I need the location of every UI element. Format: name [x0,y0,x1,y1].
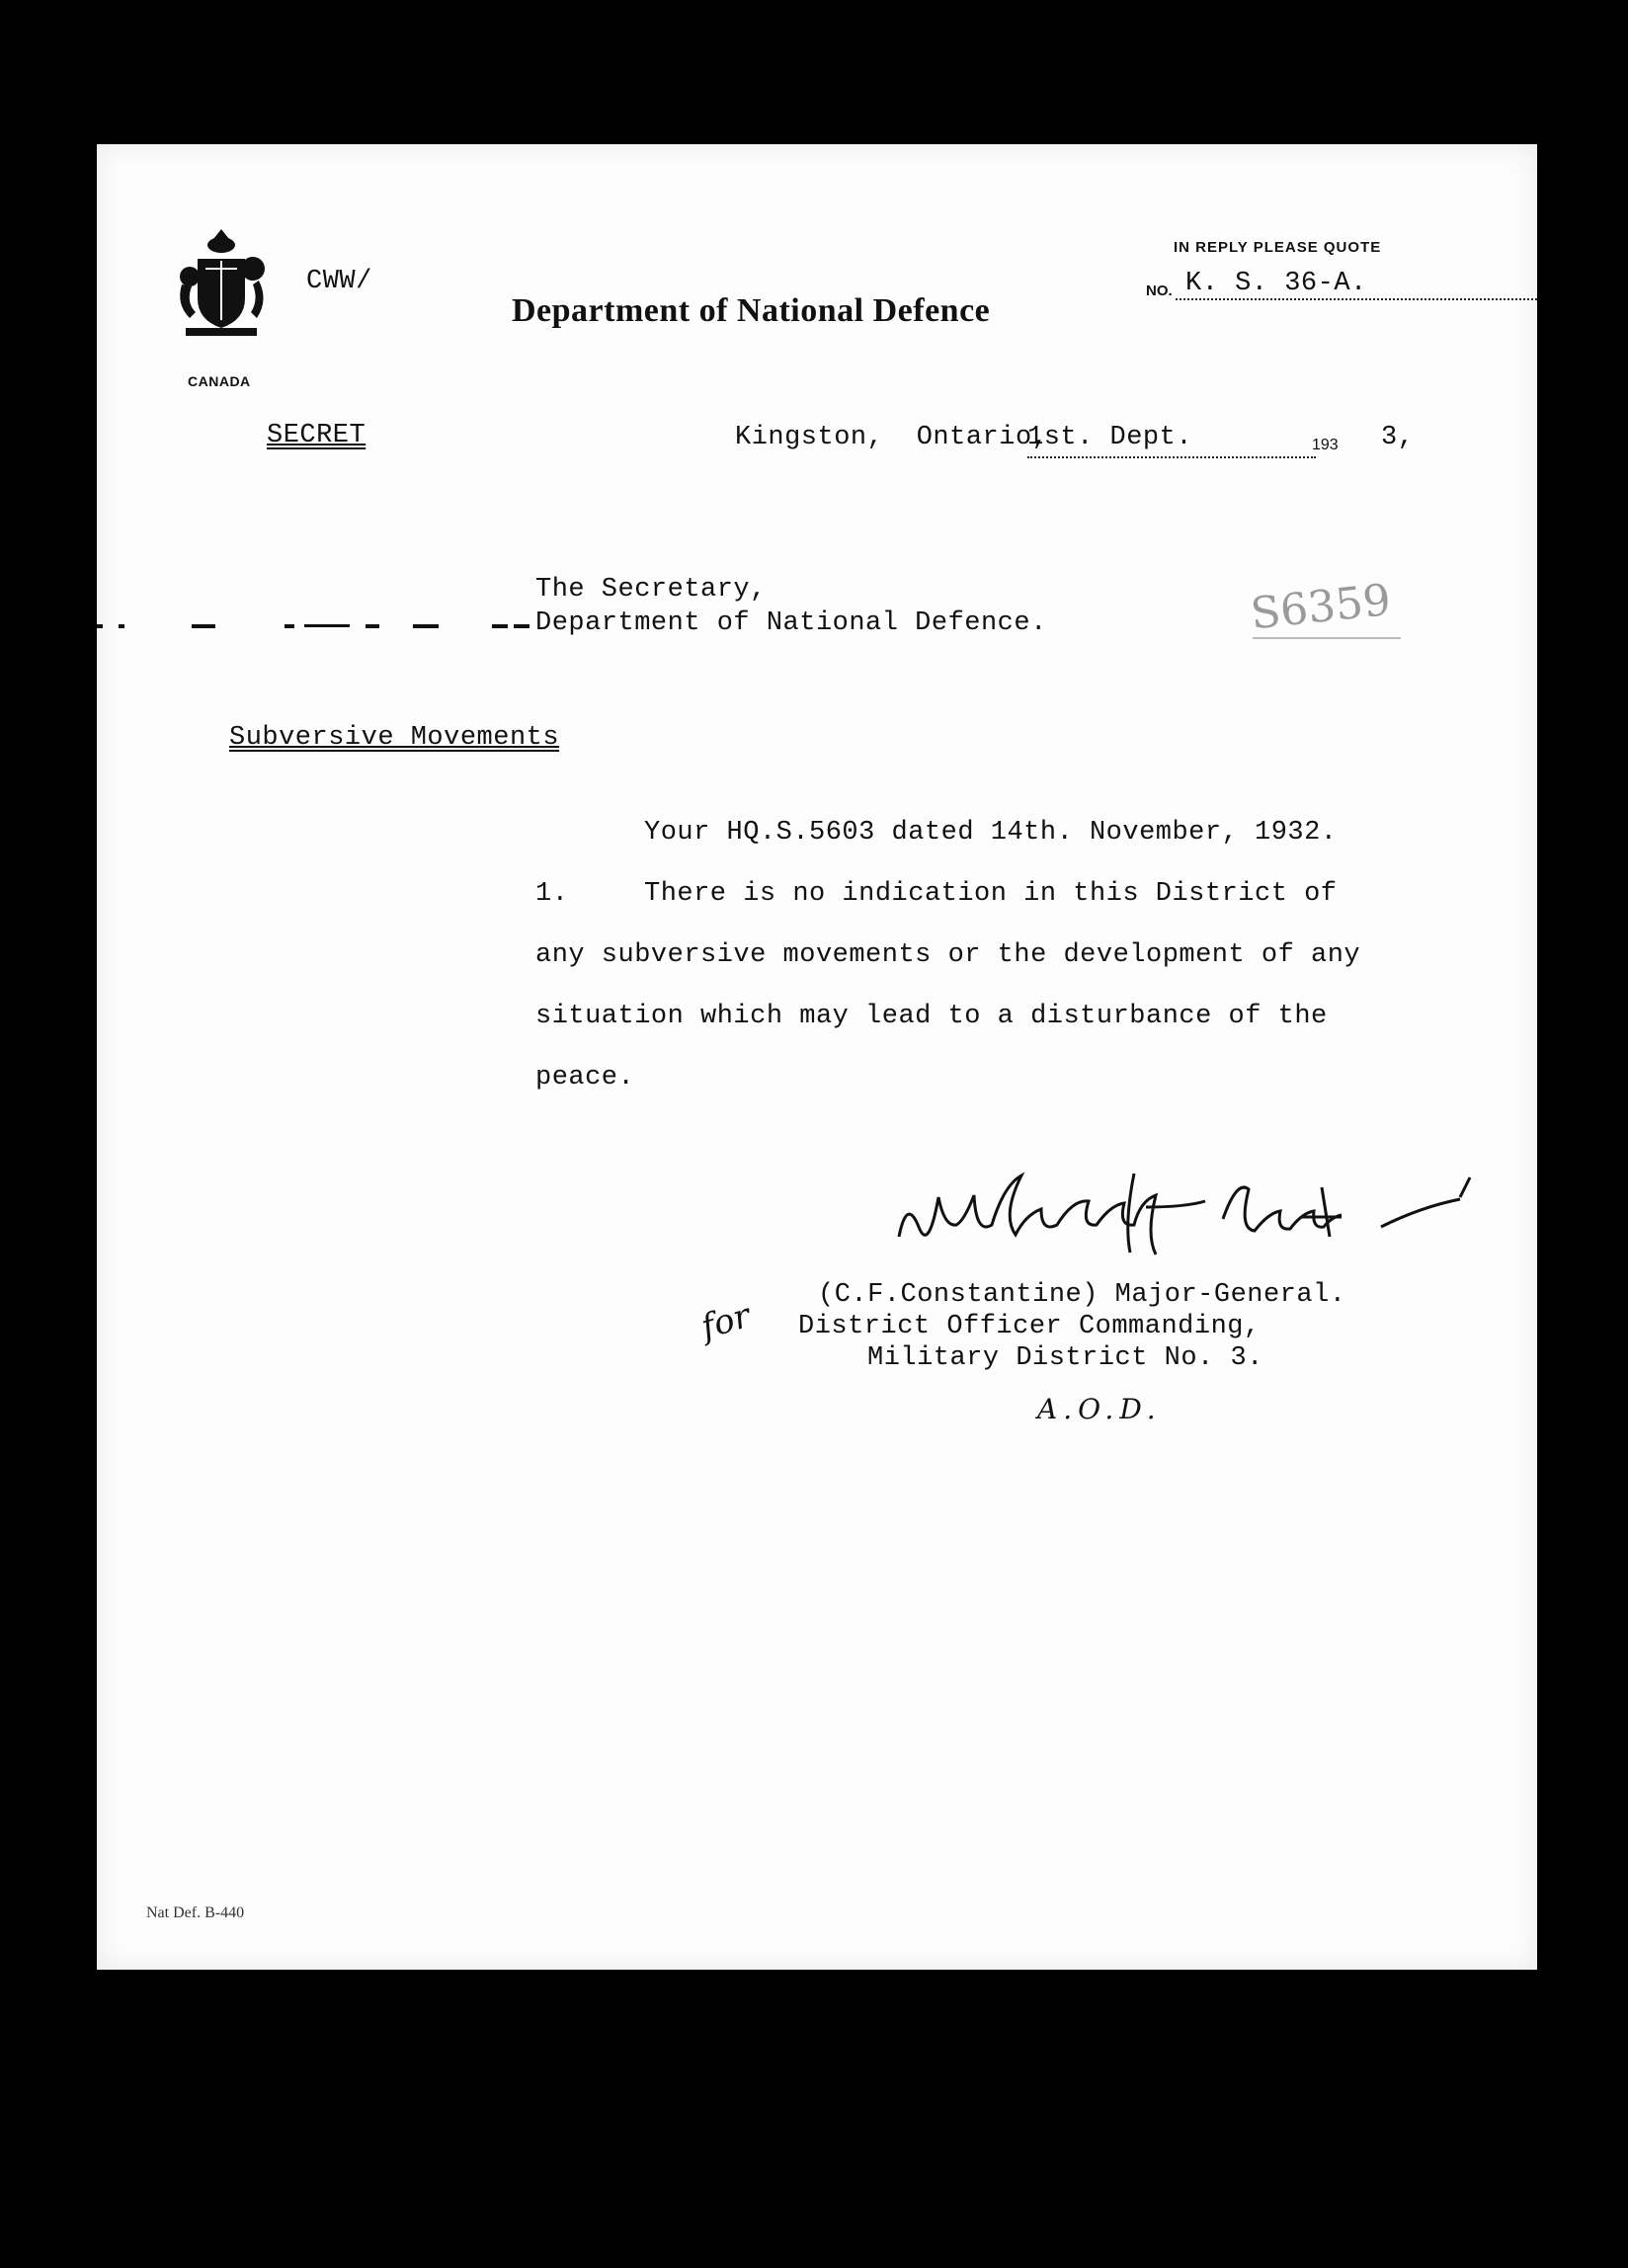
dateline-year-prefix: 193 [1312,437,1339,453]
signatory-district: Military District No. 3. [867,1343,1263,1373]
paragraph-number: 1. [535,879,569,909]
margin-dash-marks [97,620,531,630]
signatory-name: (C.F.Constantine) Major-General. [818,1280,1346,1310]
handwritten-signature [887,1168,1519,1276]
classification-stamp: SECRET [267,421,366,450]
form-number: Nat Def. B-440 [146,1904,245,1921]
dateline-date: 1st. Dept. [1027,423,1193,452]
registry-stamp [1233,549,1430,658]
dateline-place: Kingston, Ontario, [735,423,1049,452]
registry-stamp-number: S6359 [1248,574,1394,640]
signatory-title: District Officer Commanding, [798,1312,1261,1341]
letterhead-title: Department of National Defence [512,292,991,329]
body-line-1: There is no indication in this District of [644,879,1338,909]
file-number-label: NO. [1146,283,1173,299]
file-number: K. S. 36-A. [1176,269,1537,300]
letter-sheet [97,144,1537,1970]
addressee-line-2: Department of National Defence. [535,608,1047,638]
crest-caption: CANADA [188,373,251,389]
addressee-line-1: The Secretary, [535,575,767,605]
for-mark: for [696,1295,755,1348]
body-line-2: any subversive movements or the development of any [535,940,1361,970]
body-line-4: peace. [535,1063,635,1093]
dateline-year-suffix: 3, [1381,423,1415,452]
reply-quote-label: IN REPLY PLEASE QUOTE [1174,239,1382,256]
typist-initials: CWW/ [306,267,372,296]
subject-line: Subversive Movements [229,723,560,753]
coat-of-arms-icon [176,225,267,344]
reference-line: Your HQ.S.5603 dated 14th. November, 1932. [644,818,1338,848]
handwritten-initials: A.O.D. [1037,1393,1162,1425]
body-line-3: situation which may lead to a disturbance of the [535,1002,1328,1031]
